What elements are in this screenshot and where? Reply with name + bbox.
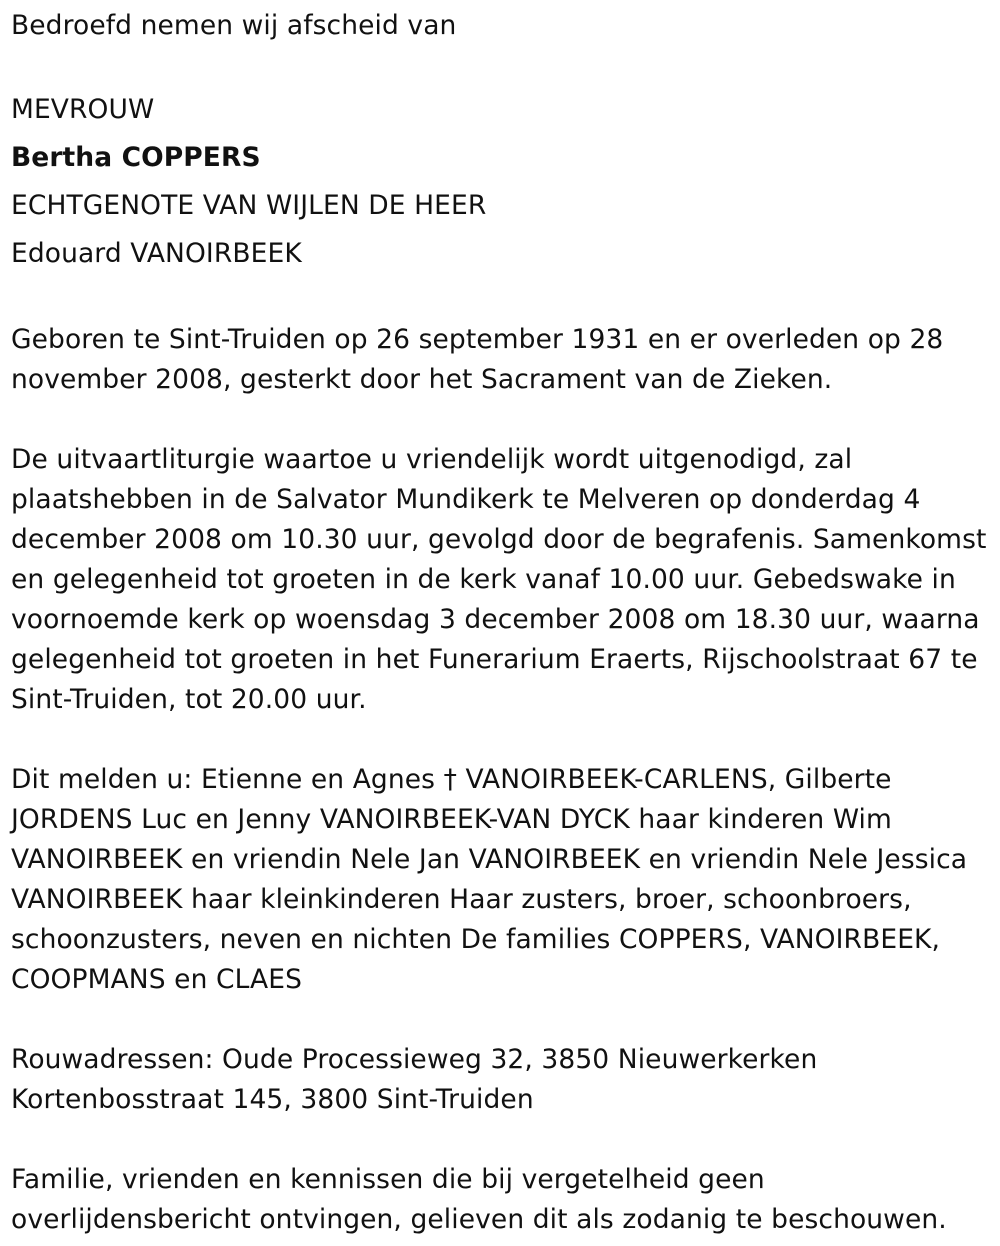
paragraph-line: De uitvaartliturgie waartoe u vriendelijk wordt uitgenodigd, zal: [11, 444, 853, 475]
family-paragraph: [11, 760, 990, 1000]
spacer: [11, 400, 990, 440]
name-block: [11, 86, 990, 278]
birth-paragraph: [11, 320, 990, 400]
spacer: [11, 720, 990, 760]
paragraph-line: december 2008 om 10.30 uur, gevolgd door de begrafenis. Samenkomst: [11, 524, 987, 555]
paragraph-line: Kortenbosstraat 145, 3800 Sint-Truiden: [11, 1084, 534, 1115]
paragraph-line: Rouwadressen: Oude Processieweg 32, 3850 Nieuwerkerken: [11, 1044, 818, 1075]
address-paragraph: [11, 1040, 990, 1120]
paragraph-line: en gelegenheid tot groeten in de kerk vanaf 10.00 uur. Gebedswake in: [11, 564, 956, 595]
paragraph-line: voornoemde kerk op woensdag 3 december 2008 om 18.30 uur, waarna: [11, 604, 980, 635]
paragraph-line: VANOIRBEEK en vriendin Nele Jan VANOIRBEEK en vriendin Nele Jessica: [11, 844, 968, 875]
paragraph-line: Geboren te Sint-Truiden op 26 september 1931 en er overleden op 28: [11, 324, 944, 355]
spouse-name: Edouard VANOIRBEEK: [11, 238, 302, 269]
paragraph-line: gelegenheid tot groeten in het Funerarium Eraerts, Rijschoolstraat 67 te: [11, 644, 978, 675]
paragraph-line: plaatshebben in de Salvator Mundikerk te Melveren op donderdag 4: [11, 484, 921, 515]
paragraph-line: Familie, vrienden en kennissen die bij vergetelheid geen: [11, 1164, 765, 1195]
paragraph-line: JORDENS Luc en Jenny VANOIRBEEK-VAN DYCK haar kinderen Wim: [11, 804, 892, 835]
paragraph-line: Dit melden u: Etienne en Agnes † VANOIRBEEK-CARLENS, Gilberte: [11, 764, 892, 795]
paragraph-line: schoonzusters, neven en nichten De families COPPERS, VANOIRBEEK,: [11, 924, 941, 955]
paragraph-line: november 2008, gesterkt door het Sacrament van de Zieken.: [11, 364, 833, 395]
paragraph-line: Sint-Truiden, tot 20.00 uur.: [11, 684, 367, 715]
paragraph-line: COOPMANS en CLAES: [11, 964, 303, 995]
relation-text: ECHTGENOTE VAN WIJLEN DE HEER: [11, 190, 487, 221]
spacer: [11, 46, 990, 86]
paragraph-line: VANOIRBEEK haar kleinkinderen Haar zusters, broer, schoonbroers,: [11, 884, 912, 915]
spacer: [11, 278, 990, 320]
honorific: MEVROUW: [11, 94, 155, 125]
deceased-name: Bertha COPPERS: [11, 142, 261, 173]
spacer: [11, 1120, 990, 1160]
spacer: [11, 1000, 990, 1040]
paragraph-line: overlijdensbericht ontvingen, gelieven dit als zodanig te beschouwen.: [11, 1204, 947, 1235]
liturgy-paragraph: [11, 440, 990, 720]
closing-paragraph: [11, 1160, 990, 1240]
intro-text: Bedroefd nemen wij afscheid van: [11, 10, 457, 41]
